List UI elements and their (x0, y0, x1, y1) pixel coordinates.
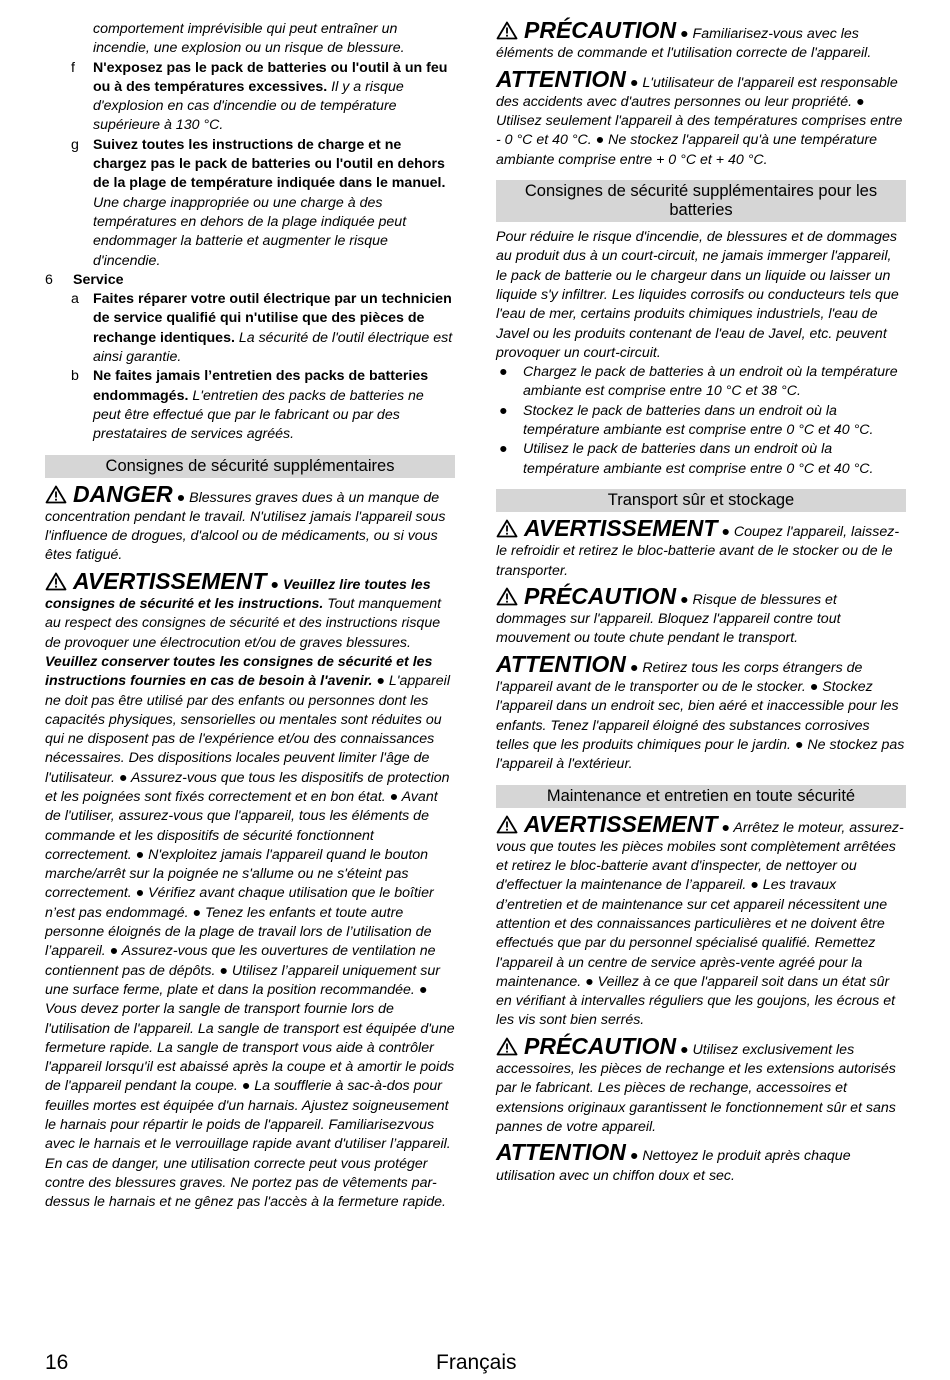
warning-label: AVERTISSEMENT (524, 514, 718, 541)
attention-notice (496, 1139, 906, 1186)
warning-triangle-icon (496, 21, 518, 40)
item-bold-text: Ne faites jamais l’entretien des packs de batteries endommagés. (93, 368, 429, 404)
precaution-label: PRÉCAUTION (524, 1032, 677, 1059)
attention-notice (496, 65, 906, 170)
bullet-text: Chargez le pack de batteries à un endroit où la température ambiante est comprise entre 10 °C et 38 °C. (523, 364, 898, 400)
warning-triangle-icon (496, 587, 518, 606)
bullet-dot: ● (629, 74, 639, 91)
section-heading-safety: Consignes de sécurité supplémentaires (45, 455, 455, 478)
danger-notice (45, 480, 455, 566)
item-text: comportement imprévisible qui peut entraîner un incendie, une explosion ou un risque de blessure. (93, 21, 405, 57)
service-heading: Service (73, 271, 124, 288)
item-marker: 6 (45, 271, 53, 288)
danger-label: DANGER (73, 480, 173, 507)
footer-language: Français (436, 1351, 517, 1374)
warning-triangle-icon (496, 1037, 518, 1056)
item-text: L'entretien des packs de batteries ne peut être effectué que par le fabricant ou par des prestataires de services agréés. (93, 387, 424, 443)
bullet-dot: ● (629, 1148, 639, 1165)
list-item-g (45, 136, 455, 271)
bullet-dot: ● (680, 26, 689, 42)
list-item-continuation (45, 20, 455, 59)
precaution-label: PRÉCAUTION (524, 17, 677, 43)
batteries-paragraph: Pour réduire le risque d'incendie, de blessures et de dommages au produit dus à un court-circuit, ne jamais immerger l'appareil, le pack de batterie ou le chargeur dans un liquide ou laisser un liquide s'y infiltrer. Les liquides corrosifs ou conducteurs tels que l'eau de mer, certains produits chimiques industriels, l'eau de Javel ou les produits contenant de l'eau de Javel, etc. peuvent provoquer un court-circuit. (496, 229, 899, 361)
item-text: Une charge inappropriée ou une charge à des températures en dehors de la plage indiquée peut endommager la batterie et augmenter le risque d'incendie. (93, 194, 407, 269)
page-number: 16 (45, 1351, 69, 1374)
right-column (496, 17, 906, 1186)
list-item-b (45, 367, 455, 444)
attention-text: Nettoyez le produit après chaque utilisation avec un chiffon doux et sec. (496, 1148, 851, 1184)
bullet-dot: ● (499, 441, 508, 458)
warning-triangle-icon (45, 485, 67, 504)
item-bold-text: Suivez toutes les instructions de charge et ne chargez pas le pack de batteries ou l'outil en dehors de la plage de température indiquée dans le manuel. (93, 136, 446, 192)
list-item-service (45, 271, 455, 290)
list-item (496, 440, 906, 479)
item-text: La sécurité de l'outil électrique est ainsi garantie. (93, 329, 453, 366)
warning-bold-text: Veuillez lire toutes les consignes de sécurité et les instructions. (45, 576, 431, 613)
bullet-dot: ● (680, 1041, 689, 1058)
item-marker: f (71, 59, 75, 76)
precaution-notice (496, 1032, 906, 1137)
item-text: Il y a risque d'explosion en cas d'incendie ou de température supérieure à 130 °C. (93, 78, 404, 134)
warning-label: AVERTISSEMENT (73, 567, 267, 594)
item-marker: b (71, 368, 79, 385)
warning-text: Tout manquement au respect des consignes de sécurité et des instructions risque de provoquer une électrocution et/ou de graves blessures. (45, 596, 442, 651)
warning-text: L'appareil ne doit pas être utilisé par des enfants ou personnes dont les capacités physiques, sensorielles ou mentales sont réduites ou qui ne disposent pas de l'expérience et/ou des connaissances nécessaires. Des dispositions locales peuvent limiter l'âge de l'utilisateur. ● Assurez-vous que tous les dispositifs de protection et les poignées sont fixés correctement et en bon état. ● Avant de l'utiliser, assurez-vous que l'appareil, tous les éléments de commande et les dispositifs de sécurité fonctionnent correctement. ● N'exploitez jamais l'appareil quand le bouton marche/arrêt sur la poignée ne s'allume ou ne s'éteint pas correctement. ● Vérifiez avant chaque utilisation que le boîtier n’est pas endommagé. ● Tenez les enfants et toute autre personne éloignés de la plage de travail lors de l’utilisation de l’appareil. ● Assurez-vous que les ouvertures de ventilation ne contiennent pas de dépôts. ● Utilisez l’appareil uniquement sur une surface ferme, plate et dans la position recommandée. ● Vous devez porter la sangle de transport fournie lors de l'utilisation de l'appareil. La sangle de transport est équipée d'une fermeture rapide. La sangle de transport vous aide à contrôler l'appareil lorsqu'il est abaissé après la coupe et à amortir le poids de l'appareil pendant la coupe. ● La soufflerie à sac-à-dos pour feuilles mortes est équipée d'un harnais. Ajustez soigneusement le harnais pour répartir le poids de l'appareil. Familiarisezvous avec le harnais et le verrouillage rapide avant d'utiliser l’appareil. En cas de danger, une utilisation correcte peut vous protéger contre des blessures graves. Ne portez pas de vêtements par-dessus le harnais et ne gênez pas l'accès à la fermeture rapide. (45, 673, 455, 1211)
warning-triangle-icon (45, 572, 67, 591)
item-bold-text: Faites réparer votre outil électrique par un technicien de service qualifié qui n'utilise que des pièces de rechange identiques. (93, 291, 452, 346)
warning-bold-text: Veuillez conserver toutes les consignes de sécurité et les instructions fournies en cas de besoin à l'avenir. (45, 653, 433, 690)
bullet-dot: ● (376, 673, 385, 690)
warning-triangle-icon (496, 519, 518, 538)
precaution-text: Risque de blessures et dommages sur l'appareil. Bloquez l'appareil contre tout mouvement ou toute chute pendant le transport. (496, 591, 841, 647)
precaution-notice (496, 582, 906, 649)
precaution-text: Familiarisez-vous avec les éléments de commande et l'utilisation correcte de l'appareil. (496, 26, 872, 62)
precaution-label: PRÉCAUTION (524, 582, 677, 609)
attention-label: ATTENTION (496, 1139, 626, 1166)
attention-label: ATTENTION (496, 65, 626, 92)
warning-notice (496, 514, 906, 581)
bullet-dot: ● (176, 489, 186, 506)
bullet-text: Stockez le pack de batteries dans un endroit où la température ambiante est comprise entre 0 °C et 40 °C. (523, 402, 874, 439)
left-column (45, 20, 455, 1213)
bullet-text: Utilisez le pack de batteries dans un endroit où la température ambiante est comprise entre 0 °C et 40 °C. (523, 441, 874, 477)
warning-notice (496, 810, 906, 1031)
danger-text: Blessures graves dues à un manque de concentration pendant le travail. N'utilisez jamais l'appareil sous l'influence de drogues, d'alcool ou de médicaments, ou si vous êtes fatigué. (45, 489, 446, 564)
bullet-dot: ● (499, 364, 508, 381)
section-heading-transport: Transport sûr et stockage (496, 489, 906, 512)
bullet-dot: ● (629, 659, 639, 676)
list-item (496, 402, 906, 441)
attention-text: L'utilisateur de l'appareil est responsable des accidents avec d'autres personnes ou leur propriété. ● Utilisez seulement l'appareil à des températures comprises entre - 0 °C et 40 °C. ● Ne stockez l'appareil qu'à une température ambiante comprise entre + 0 °C et + 40 °C. (496, 74, 903, 168)
precaution-text: Utilisez exclusivement les accessoires, les pièces de rechange et les extensions autorisés par le fabricant. Les pièces de rechange, accessoires et extensions originaux garantissent le fonctionnement sûr et sans pannes de votre appareil. (496, 1041, 896, 1135)
item-marker: a (71, 291, 79, 308)
item-marker: g (71, 136, 79, 153)
section-heading-batteries: Consignes de sécurité supplémentaires pour les batteries (496, 180, 906, 222)
list-item-a (45, 290, 455, 367)
list-item (496, 363, 906, 402)
bullet-dot: ● (499, 402, 508, 419)
bullet-dot: ● (270, 576, 279, 593)
warning-notice (45, 567, 455, 1213)
warning-triangle-icon (496, 815, 518, 834)
warning-label: AVERTISSEMENT (524, 810, 718, 837)
precaution-notice (496, 17, 906, 64)
section-heading-maintenance: Maintenance et entretien en toute sécurité (496, 785, 906, 808)
bullet-dot: ● (680, 591, 689, 608)
item-bold-text: N'exposez pas le pack de batteries ou l'outil à un feu ou à des températures excessives. (93, 59, 448, 95)
bullet-dot: ● (721, 523, 730, 540)
attention-text: Retirez tous les corps étrangers de l'appareil avant de le transporter ou de le stocker. ● Stockez l'appareil dans un endroit sec, bien aéré et inaccessible pour les enfants. Tenez l'appareil éloigné des substances corrosives telles que les produits chimiques pour le jardin. ● Ne stockez pas l'appareil à l'extérieur. (496, 659, 905, 773)
attention-notice (496, 650, 906, 775)
warning-text: Arrêtez le moteur, assurez-vous que toutes les pièces mobiles sont complètement arrêtées et retirez le bloc-batterie avant d'inspecter, de nettoyer ou d'effectuer la maintenance de l’appareil. ● Les travaux d’entretien et de maintenance sur cet appareil nécessitent une attention et des connaissances particulières et ne doivent être effectués que par du personnel spécialisé qualifié. Remettez l'appareil à un centre de service après-vente agréé pour la maintenance. ● Veillez à ce que l'appareil soit dans un état sûr en vérifiant à intervalles réguliers que les goujons, les écrous et les vis sont bien serrés. (496, 819, 904, 1029)
bullet-dot: ● (721, 819, 730, 836)
attention-label: ATTENTION (496, 650, 626, 677)
warning-text: Coupez l'appareil, laissez-le refroidir et retirez le bloc-batterie avant de le stocker ou de le transporter. (496, 523, 900, 579)
list-item-f (45, 59, 455, 136)
